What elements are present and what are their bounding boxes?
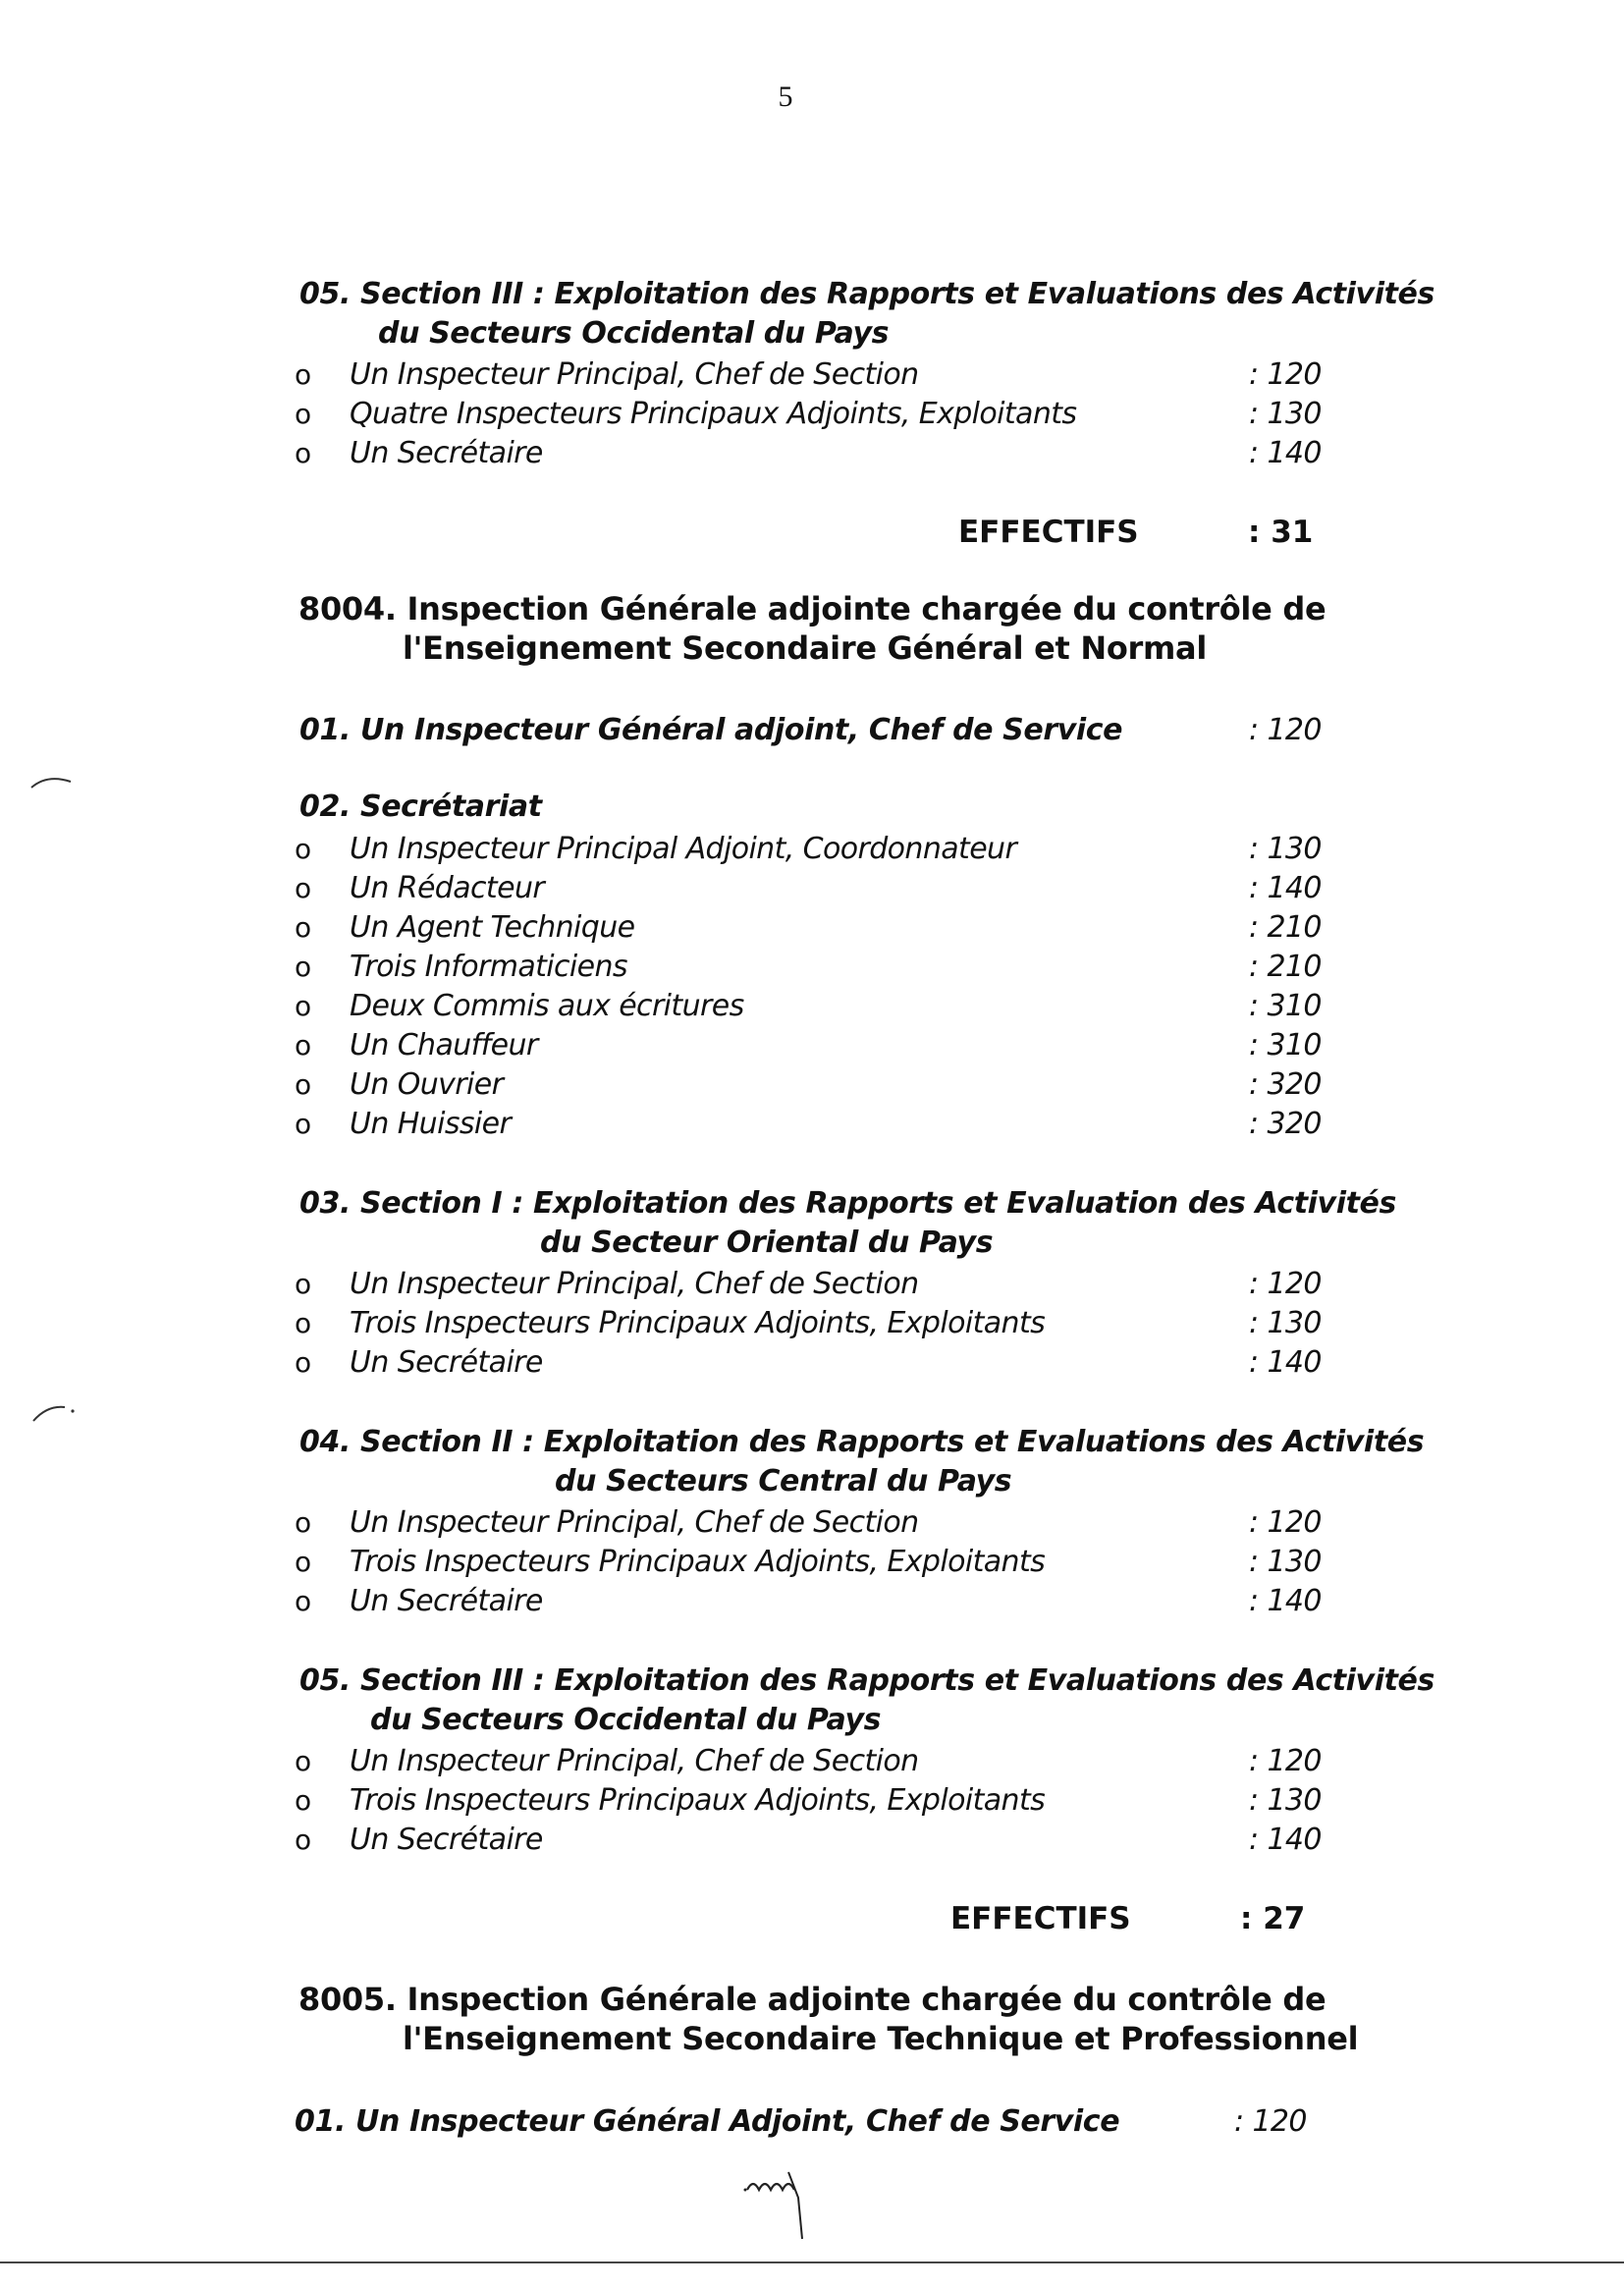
item-label: Un Inspecteur Principal, Chef de Section bbox=[350, 1505, 919, 1540]
item-code: : 210 bbox=[1249, 910, 1322, 945]
section-heading-line2: du Secteurs Occidental du Pays bbox=[370, 1703, 882, 1737]
item-code: : 120 bbox=[1249, 1267, 1322, 1301]
service-chief-line bbox=[299, 711, 1340, 750]
inspection-heading-line1: 8004. Inspection Générale adjointe chargée du contrôle de bbox=[298, 590, 1326, 627]
bullet: o bbox=[295, 1546, 311, 1578]
item-label: Trois Informaticiens bbox=[350, 950, 627, 984]
list-item bbox=[295, 1065, 1335, 1105]
item-label: Un Inspecteur Principal, Chef de Section bbox=[350, 1744, 919, 1778]
bullet: o bbox=[295, 358, 311, 391]
item-code: : 140 bbox=[1249, 1345, 1322, 1380]
list-item bbox=[295, 1503, 1335, 1543]
signature-initials bbox=[741, 2168, 830, 2247]
item-label: Un Secrétaire bbox=[350, 1345, 543, 1380]
item-label: Un Rédacteur bbox=[350, 871, 545, 905]
item-label: Un Chauffeur bbox=[350, 1028, 538, 1062]
bullet: o bbox=[295, 872, 311, 904]
item-code: : 320 bbox=[1249, 1067, 1322, 1102]
effectifs-total bbox=[958, 511, 1351, 554]
inspection-heading bbox=[298, 589, 1326, 668]
bullet: o bbox=[295, 1307, 311, 1339]
item-code: : 130 bbox=[1249, 1306, 1322, 1340]
margin-pen-mark bbox=[27, 766, 77, 795]
list-item bbox=[295, 1343, 1335, 1383]
margin-pen-mark bbox=[29, 1389, 79, 1429]
item-label: Un Inspecteur Principal, Chef de Section bbox=[350, 357, 919, 392]
bullet: o bbox=[295, 1824, 311, 1856]
bottom-rule bbox=[0, 2261, 1624, 2263]
list-item bbox=[295, 355, 1335, 395]
inspection-heading-line1: 8005. Inspection Générale adjointe chargée du contrôle de bbox=[298, 1981, 1326, 2018]
list-item bbox=[295, 1105, 1335, 1144]
item-label: Un Agent Technique bbox=[350, 910, 635, 945]
bullet: o bbox=[295, 1029, 311, 1062]
item-code: : 130 bbox=[1249, 1783, 1322, 1818]
inspection-heading-line2: l'Enseignement Secondaire Général et Normal bbox=[403, 629, 1207, 667]
bullet: o bbox=[295, 951, 311, 983]
bullet: o bbox=[295, 1506, 311, 1539]
bullet: o bbox=[295, 437, 311, 469]
list-item bbox=[295, 1781, 1335, 1821]
item-code: : 120 bbox=[1249, 357, 1322, 392]
list-item bbox=[295, 1304, 1335, 1343]
bullet: o bbox=[295, 1784, 311, 1817]
effectifs-total bbox=[950, 1897, 1343, 1940]
item-code: : 140 bbox=[1249, 1823, 1322, 1857]
item-label: Un Huissier bbox=[350, 1107, 512, 1141]
item-code: : 140 bbox=[1249, 436, 1322, 470]
section-heading bbox=[299, 275, 1435, 354]
list-item bbox=[295, 395, 1335, 434]
item-label: Un Secrétaire bbox=[350, 436, 543, 470]
service-chief-line bbox=[295, 2102, 1335, 2142]
bullet: o bbox=[295, 1585, 311, 1617]
section-heading-line1: 05. Section III : Exploitation des Rapports et Evaluations des Activités bbox=[299, 1663, 1435, 1698]
list-item bbox=[295, 1582, 1335, 1621]
bullet: o bbox=[295, 398, 311, 430]
service-chief-label: 01. Un Inspecteur Général adjoint, Chef de Service bbox=[299, 713, 1123, 747]
list-item bbox=[295, 1821, 1335, 1860]
section-heading-line2: du Secteurs Central du Pays bbox=[555, 1464, 1012, 1498]
list-item bbox=[295, 948, 1335, 987]
section-heading-line1: 04. Section II : Exploitation des Rapports et Evaluations des Activités bbox=[299, 1425, 1425, 1459]
item-code: : 310 bbox=[1249, 1028, 1322, 1062]
section-heading-line1: 05. Section III : Exploitation des Rapports et Evaluations des Activités bbox=[299, 277, 1435, 311]
item-label: Deux Commis aux écritures bbox=[350, 989, 744, 1023]
bullet: o bbox=[295, 1745, 311, 1777]
bullet: o bbox=[295, 1068, 311, 1101]
list-item bbox=[295, 1742, 1335, 1781]
item-code: : 130 bbox=[1249, 397, 1322, 431]
list-item bbox=[295, 1543, 1335, 1582]
service-chief-label: 01. Un Inspecteur Général Adjoint, Chef de Service bbox=[295, 2104, 1120, 2139]
page-number: 5 bbox=[778, 81, 793, 113]
list-item bbox=[295, 987, 1335, 1026]
section-heading-line2: du Secteurs Occidental du Pays bbox=[378, 316, 890, 351]
item-label: Un Secrétaire bbox=[350, 1823, 543, 1857]
bullet: o bbox=[295, 911, 311, 944]
section-heading bbox=[299, 1184, 1396, 1263]
item-code: : 130 bbox=[1249, 832, 1322, 866]
bullet: o bbox=[295, 1268, 311, 1300]
item-code: : 310 bbox=[1249, 989, 1322, 1023]
effectifs-label: EFFECTIFS bbox=[950, 1901, 1131, 1936]
section-heading bbox=[299, 1662, 1435, 1740]
section-heading-line1: 03. Section I : Exploitation des Rapports et Evaluation des Activités bbox=[299, 1186, 1396, 1221]
service-chief-code: : 120 bbox=[1249, 713, 1322, 747]
item-code: : 130 bbox=[1249, 1545, 1322, 1579]
section-heading-line2: du Secteur Oriental du Pays bbox=[540, 1226, 994, 1260]
effectifs-value: : 27 bbox=[1240, 1901, 1306, 1936]
list-item bbox=[295, 908, 1335, 948]
effectifs-value: : 31 bbox=[1248, 515, 1314, 550]
bullet: o bbox=[295, 833, 311, 865]
effectifs-label: EFFECTIFS bbox=[958, 515, 1139, 550]
bullet: o bbox=[295, 1108, 311, 1140]
inspection-heading-line2: l'Enseignement Secondaire Technique et Professionnel bbox=[403, 2020, 1359, 2057]
item-label: Quatre Inspecteurs Principaux Adjoints, Exploitants bbox=[350, 397, 1077, 431]
section-heading bbox=[299, 1423, 1424, 1501]
item-code: : 120 bbox=[1249, 1744, 1322, 1778]
list-item bbox=[295, 434, 1335, 473]
bullet: o bbox=[295, 1346, 311, 1379]
secretariat-heading: 02. Secrétariat bbox=[299, 790, 542, 824]
item-code: : 120 bbox=[1249, 1505, 1322, 1540]
service-chief-code: : 120 bbox=[1234, 2104, 1307, 2139]
bullet: o bbox=[295, 990, 311, 1022]
list-item bbox=[295, 869, 1335, 908]
item-label: Un Ouvrier bbox=[350, 1067, 504, 1102]
item-label: Un Inspecteur Principal Adjoint, Coordonnateur bbox=[350, 832, 1017, 866]
item-label: Un Inspecteur Principal, Chef de Section bbox=[350, 1267, 919, 1301]
list-item bbox=[295, 1265, 1335, 1304]
item-code: : 140 bbox=[1249, 871, 1322, 905]
item-label: Trois Inspecteurs Principaux Adjoints, Exploitants bbox=[350, 1783, 1046, 1818]
item-label: Trois Inspecteurs Principaux Adjoints, Exploitants bbox=[350, 1545, 1046, 1579]
item-code: : 140 bbox=[1249, 1584, 1322, 1618]
list-item bbox=[295, 830, 1335, 869]
item-code: : 210 bbox=[1249, 950, 1322, 984]
inspection-heading bbox=[298, 1980, 1358, 2058]
item-code: : 320 bbox=[1249, 1107, 1322, 1141]
item-label: Un Secrétaire bbox=[350, 1584, 543, 1618]
list-item bbox=[295, 1026, 1335, 1065]
item-label: Trois Inspecteurs Principaux Adjoints, Exploitants bbox=[350, 1306, 1046, 1340]
